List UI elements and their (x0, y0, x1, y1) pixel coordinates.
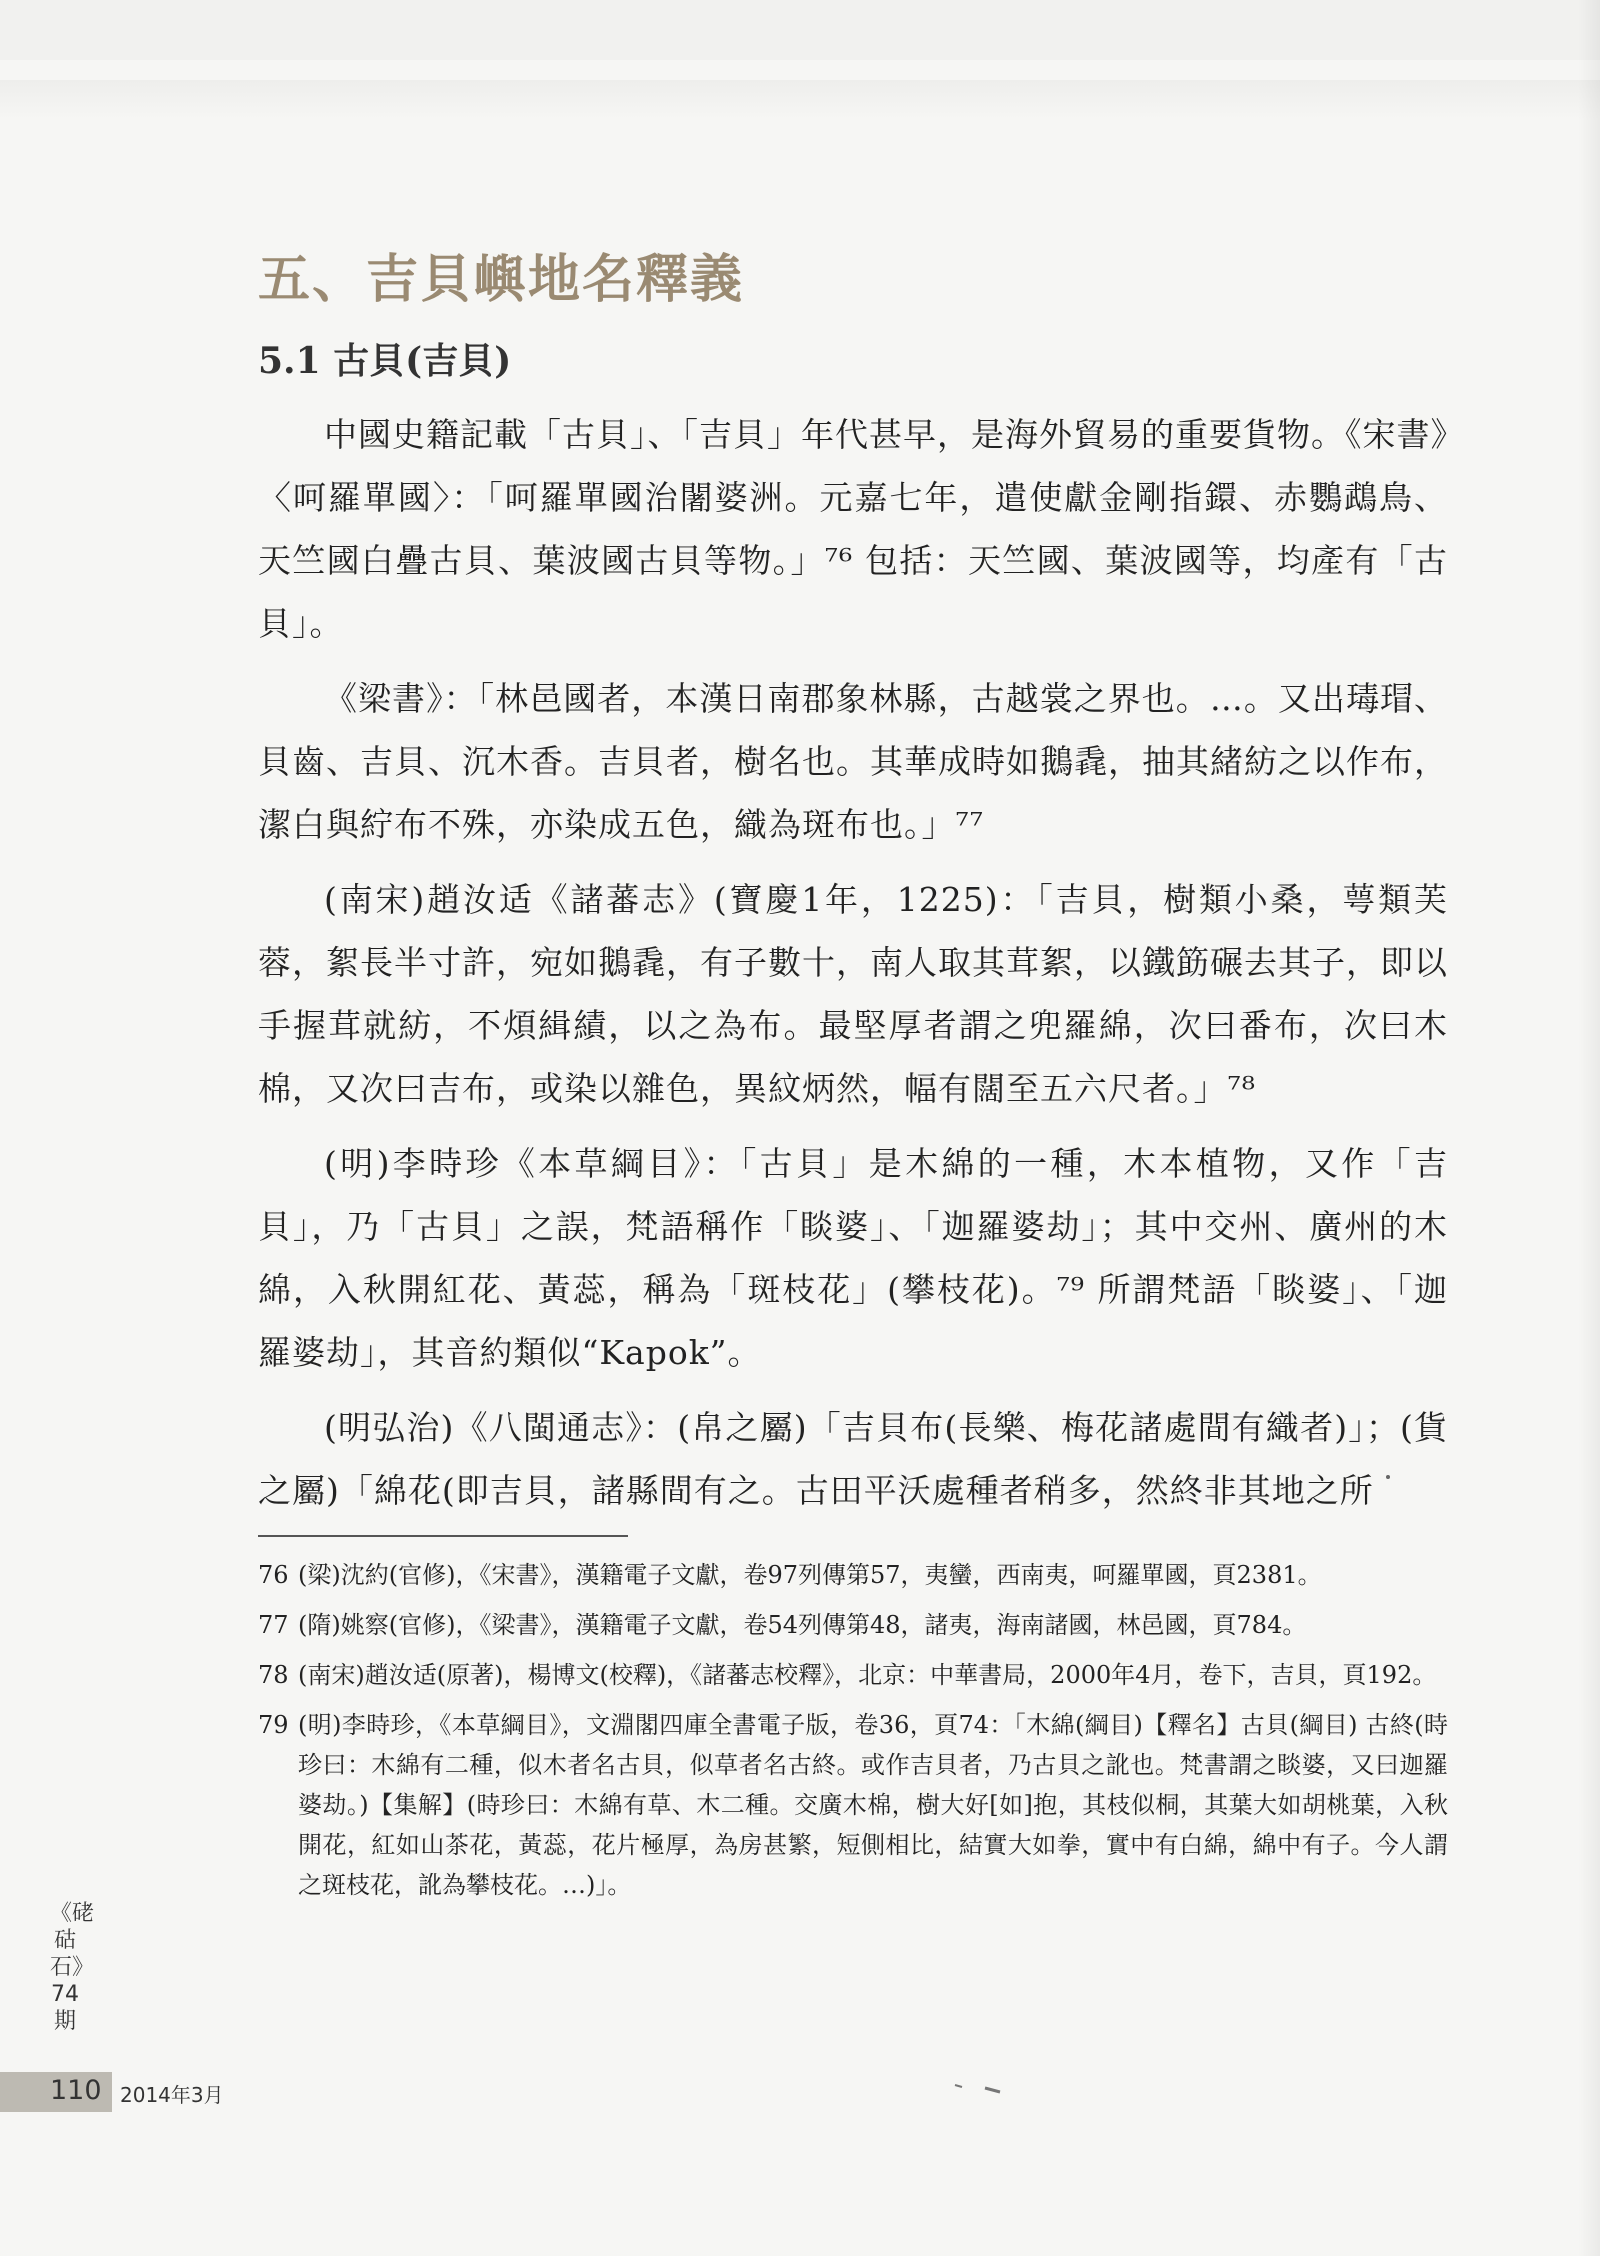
body-paragraph: 中國史籍記載「古貝」、「吉貝」年代甚早，是海外貿易的重要貨物。《宋書》〈呵羅單國〉：「呵羅單國治闍婆洲。元嘉七年，遣使獻金剛指鐶、赤鸚鵡鳥、天竺國白疊古貝、葉波國古貝等物。」⁷⁶ 包括：天竺國、葉波國等，均產有「古貝」。 (258, 415, 1448, 643)
issue-date: 2014年3月 (120, 2083, 224, 2107)
main-content (258, 245, 1448, 1534)
footnote-text: (隋)姚察(官修)，《梁書》，漢籍電子文獻，卷54列傳第48，諸夷，海南諸國，林邑國，頁784。 (298, 1611, 1307, 1639)
page-number: 110 (50, 2075, 102, 2106)
footnote-text: (南宋)趙汝适(原著)，楊博文(校釋)，《諸蕃志校釋》，北京：中華書局，2000年4月，卷下，吉貝，頁192。 (298, 1661, 1437, 1689)
footnote-79 (258, 1705, 1448, 1905)
footnotes (258, 1555, 1448, 1915)
body-paragraph: (南宋)趙汝适《諸蕃志》(寶慶1年，1225)：「吉貝，樹類小桑，萼類芙蓉，絮長半寸許，宛如鵝毳，有子數十，南人取其茸絮，以鐵筯碾去其子，即以手握茸就紡，不煩緝績，以之為布。最堅厚者謂之兜羅綿，次曰番布，次曰木棉，又次曰吉布，或染以雜色，異紋炳然，幅有闊至五六尺者。」⁷⁸ (258, 880, 1448, 1108)
footnote-78 (258, 1655, 1448, 1695)
footnote-number: 78 (258, 1661, 289, 1689)
footnote-number: 77 (258, 1611, 289, 1639)
footnote-divider (258, 1535, 628, 1537)
journal-name-vertical: 《硓𥑮石》74期 (50, 1901, 95, 2034)
footnote-number: 79 (258, 1711, 289, 1739)
footnote-text: (梁)沈約(官修)，《宋書》，漢籍電子文獻，卷97列傳第57，夷蠻，西南夷，呵羅單國，頁2381。 (298, 1561, 1322, 1589)
footnote-number: 76 (258, 1561, 289, 1589)
body-paragraph: 《梁書》：「林邑國者，本漢日南郡象林縣，古越裳之界也。…。又出瑇瑁、貝齒、吉貝、沉木香。吉貝者，樹名也。其華成時如鵝毳，抽其緒紡之以作布，潔白與紵布不殊，亦染成五色，織為斑布也。」⁷⁷ (258, 679, 1448, 844)
subsection-title: 5.1 古貝(吉貝) (258, 340, 512, 382)
section-title: 五、吉貝嶼地名釋義 (258, 249, 745, 310)
footnote-76 (258, 1555, 1448, 1595)
body-paragraph: (明弘治)《八閩通志》：(帛之屬)「吉貝布(長樂、梅花諸處間有織者)」；(貨之屬)「綿花(即吉貝，諸縣間有之。古田平沃處種者稍多，然終非其地之所 (258, 1408, 1448, 1510)
footnote-77 (258, 1605, 1448, 1645)
footnote-text: (明)李時珍，《本草綱目》，文淵閣四庫全書電子版，卷36，頁74：「木綿(綱目)【釋名】古貝(綱目) 古終(時珍曰：木綿有二種，似木者名古貝，似草者名古終。或作吉貝者，乃古貝之訛也。梵書謂之睒婆，又曰迦羅婆劫。)【集解】(時珍曰：木綿有草、木二種。交廣木棉，樹大好[如]抱，其枝似桐，其葉大如胡桃葉，入秋開花，紅如山茶花，黃蕊，花片極厚，為房甚繁，短側相比，結實大如拳，實中有白綿，綿中有子。今人謂之斑枝花，訛為攀枝花。…)」。 (298, 1711, 1448, 1899)
body-paragraph: (明)李時珍《本草綱目》：「古貝」是木綿的一種，木本植物，又作「吉貝」，乃「古貝」之誤，梵語稱作「睒婆」、「迦羅婆劫」；其中交州、廣州的木綿，入秋開紅花、黃蕊，稱為「斑枝花」(攀枝花)。⁷⁹ 所謂梵語「睒婆」、「迦羅婆劫」，其音約類似“Kapok”。 (258, 1144, 1448, 1372)
